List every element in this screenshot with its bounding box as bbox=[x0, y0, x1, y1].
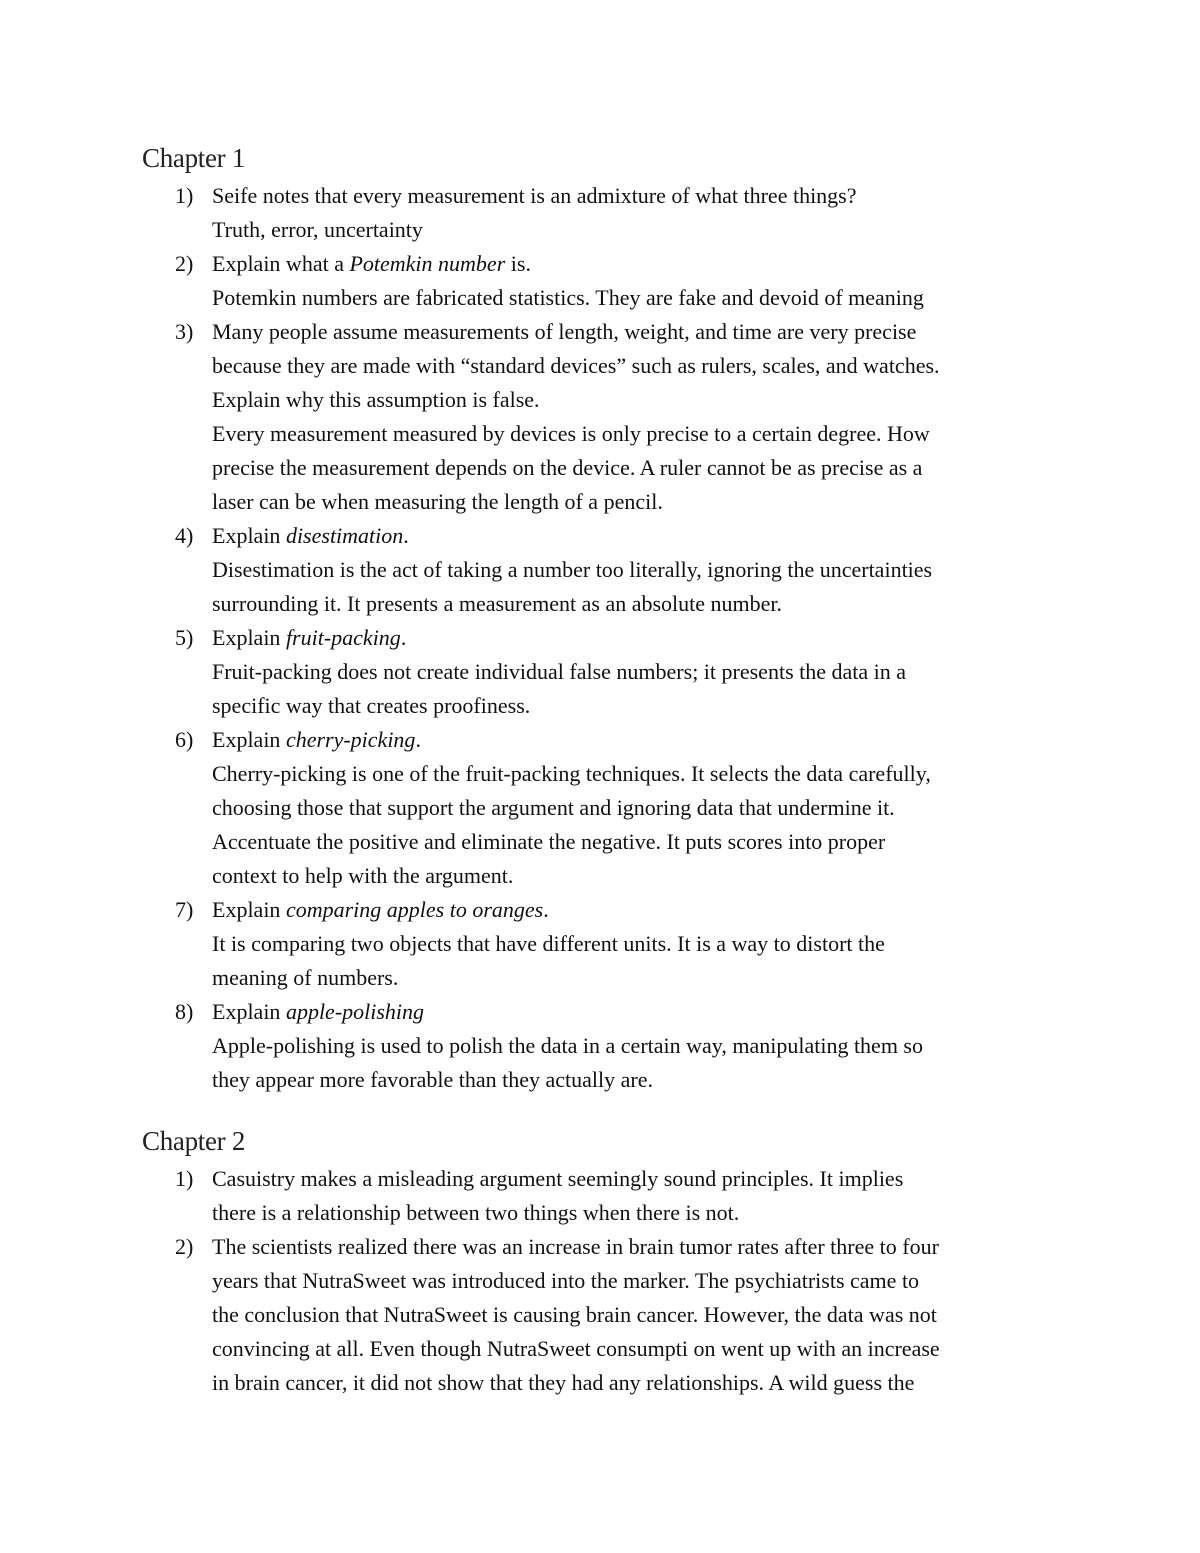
question-item bbox=[0, 247, 1200, 315]
question-item bbox=[0, 995, 1200, 1097]
item-number: 8) bbox=[175, 999, 194, 1024]
answer-line: Every measurement measured by devices is only precise to a certain degree. How bbox=[212, 421, 930, 446]
answer-line: there is a relationship between two things when there is not. bbox=[212, 1200, 740, 1225]
key-term: disestimation bbox=[285, 523, 404, 548]
item-number: 2) bbox=[175, 251, 194, 276]
answer-line: Potemkin numbers are fabricated statistics. They are fake and devoid of meaning bbox=[212, 285, 924, 310]
key-term: apple-polishing bbox=[285, 999, 425, 1024]
answer-item bbox=[0, 1162, 1200, 1230]
question-item bbox=[0, 723, 1200, 893]
question-item bbox=[0, 179, 1200, 247]
question-text: Seife notes that every measurement is an admixture of what three things? bbox=[212, 183, 857, 208]
question-text: Explain disestimation. bbox=[212, 523, 409, 548]
item-number: 7) bbox=[175, 897, 194, 922]
question-text: Explain apple-polishing bbox=[212, 999, 425, 1024]
answer-line: context to help with the argument. bbox=[212, 863, 514, 888]
question-item bbox=[0, 519, 1200, 621]
chapter-1-question-list bbox=[0, 179, 1200, 1097]
question-line: Many people assume measurements of length, weight, and time are very precise bbox=[212, 319, 917, 344]
item-number: 1) bbox=[175, 1166, 194, 1191]
item-number: 1) bbox=[175, 183, 194, 208]
answer-line: in brain cancer, it did not show that they had any relationships. A wild guess the bbox=[212, 1370, 915, 1395]
answer-line: Truth, error, uncertainty bbox=[212, 217, 423, 242]
item-number: 3) bbox=[175, 319, 194, 344]
question-text: Explain fruit-packing. bbox=[212, 625, 407, 650]
answer-line: Cherry-picking is one of the fruit-packing techniques. It selects the data carefully, bbox=[212, 761, 931, 786]
answer-line: specific way that creates proofiness. bbox=[212, 693, 531, 718]
chapter-2-answer-list bbox=[0, 1162, 1200, 1400]
answer-line: laser can be when measuring the length of a pencil. bbox=[212, 489, 663, 514]
answer-line: years that NutraSweet was introduced into the marker. The psychiatrists came to bbox=[212, 1268, 920, 1293]
answer-line: Casuistry makes a misleading argument seemingly sound principles. It implies bbox=[212, 1166, 904, 1191]
item-number: 5) bbox=[175, 625, 194, 650]
answer-line: surrounding it. It presents a measurement as an absolute number. bbox=[212, 591, 783, 616]
answer-line: choosing those that support the argument and ignoring data that undermine it. bbox=[212, 795, 895, 820]
item-number: 6) bbox=[175, 727, 194, 752]
answer-item bbox=[0, 1230, 1200, 1400]
answer-line: meaning of numbers. bbox=[212, 965, 399, 990]
key-term: fruit-packing bbox=[285, 625, 401, 650]
question-item bbox=[0, 315, 1200, 519]
answer-line: Disestimation is the act of taking a number too literally, ignoring the uncertainties bbox=[212, 557, 933, 582]
answer-line: convincing at all. Even though NutraSweet consumpti on went up with an increase bbox=[212, 1336, 940, 1361]
question-item bbox=[0, 621, 1200, 723]
question-line: Explain why this assumption is false. bbox=[212, 387, 540, 412]
answer-line: Accentuate the positive and eliminate the negative. It puts scores into proper bbox=[212, 829, 886, 854]
answer-line: Apple-polishing is used to polish the data in a certain way, manipulating them so bbox=[212, 1033, 923, 1058]
question-text: Explain comparing apples to oranges. bbox=[212, 897, 549, 922]
question-line: because they are made with “standard devices” such as rulers, scales, and watches. bbox=[212, 353, 940, 378]
question-item bbox=[0, 893, 1200, 995]
chapter-2-heading: Chapter 2 bbox=[142, 1126, 246, 1156]
question-text: Explain cherry-picking. bbox=[212, 727, 421, 752]
answer-line: they appear more favorable than they actually are. bbox=[212, 1067, 653, 1092]
question-text: Explain what a Potemkin number is. bbox=[212, 251, 531, 276]
answer-line: the conclusion that NutraSweet is causing brain cancer. However, the data was not bbox=[212, 1302, 937, 1327]
item-number: 2) bbox=[175, 1234, 194, 1259]
chapter-1-heading: Chapter 1 bbox=[142, 143, 246, 173]
answer-line: The scientists realized there was an increase in brain tumor rates after three to four bbox=[212, 1234, 939, 1259]
key-term: Potemkin number bbox=[349, 251, 506, 276]
key-term: cherry-picking bbox=[285, 727, 416, 752]
answer-line: precise the measurement depends on the device. A ruler cannot be as precise as a bbox=[212, 455, 923, 480]
item-number: 4) bbox=[175, 523, 194, 548]
answer-line: Fruit-packing does not create individual false numbers; it presents the data in a bbox=[212, 659, 907, 684]
key-term: comparing apples to oranges bbox=[285, 897, 544, 922]
answer-line: It is comparing two objects that have different units. It is a way to distort the bbox=[212, 931, 885, 956]
